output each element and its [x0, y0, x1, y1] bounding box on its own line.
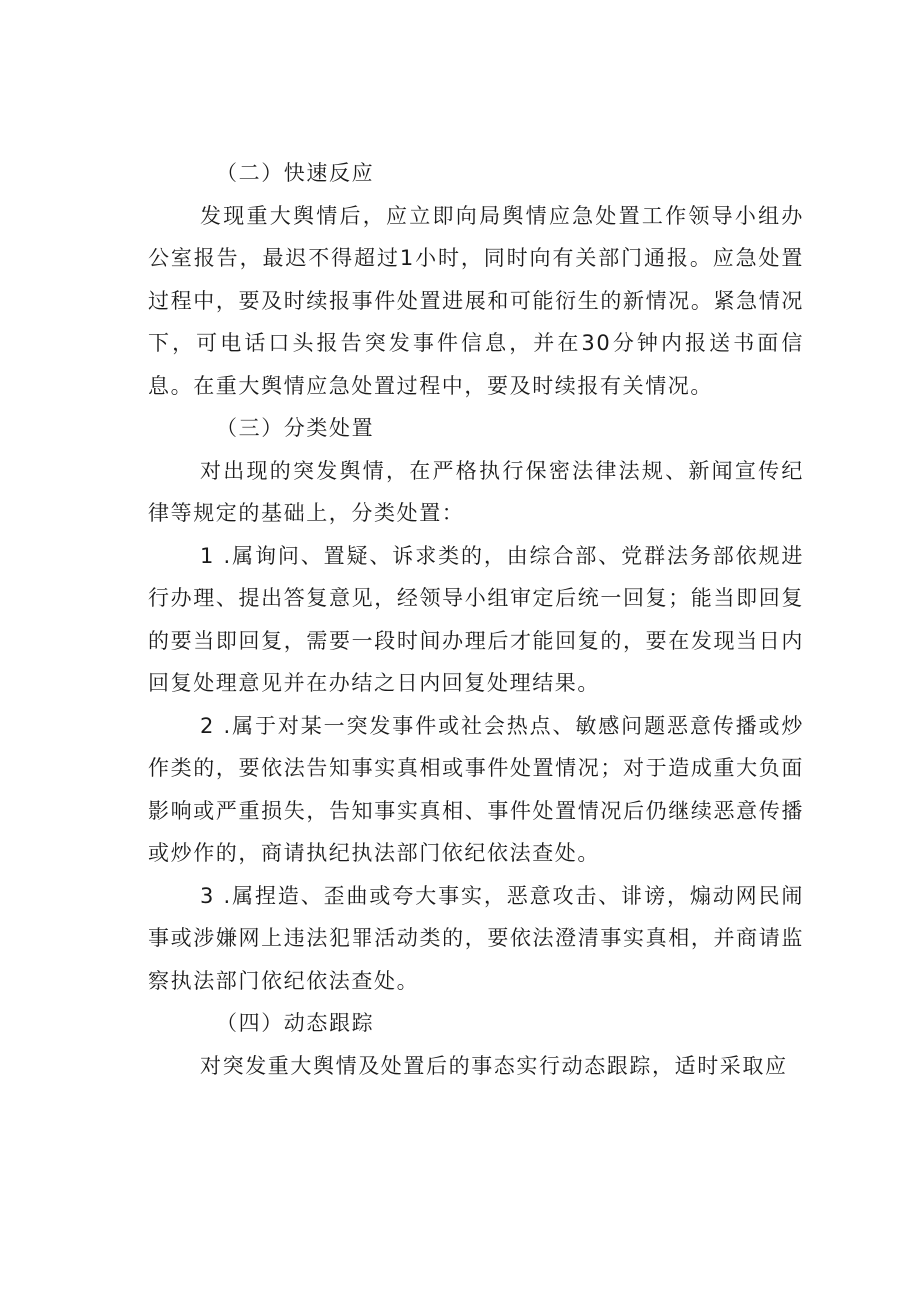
section-heading-dynamic-tracking: （四）动态跟踪: [216, 1011, 375, 1035]
paragraph-quick-response: 发现重大舆情后，应立即向局舆情应急处置工作领导小组办公室报告，最迟不得超过1小时，同时向有关部门通报。应急处置过程中，要及时续报事件处置进展和可能衍生的新情况。紧急情况下，可电话口头报告突发事件信息，并在30分钟内报送书面信息。在重大舆情应急处置过程中，要及时续报有关情况。: [148, 203, 804, 398]
document-page: [148, 152, 804, 1087]
list-item-3: 3 .属捏造、歪曲或夸大事实，恶意攻击、诽谤，煽动网民闹事或涉嫌网上违法犯罪活动类的，要依法澄清事实真相，并商请监察执法部门依纪依法查处。: [148, 883, 804, 993]
list-item-2: 2 .属于对某一突发事件或社会热点、敏感问题恶意传播或炒作类的，要依法告知事实真相或事件处置情况；对于造成重大负面影响或严重损失，告知事实真相、事件处置情况后仍继续恶意传播或炒作的，商请执纪执法部门依纪依法查处。: [148, 713, 804, 865]
list-item-1: 1 .属询问、置疑、诉求类的，由综合部、党群法务部依规进行办理、提出答复意见，经领导小组审定后统一回复；能当即回复的要当即回复，需要一段时间办理后才能回复的，要在发现当日内回复处理意见并在办结之日内回复处理结果。: [148, 543, 804, 695]
section-heading-classified-handling: （三）分类处置: [216, 416, 375, 440]
paragraph-classified-intro: 对出现的突发舆情，在严格执行保密法律法规、新闻宣传纪律等规定的基础上，分类处置：: [148, 458, 804, 525]
section-heading-quick-response: （二）快速反应: [216, 161, 375, 185]
paragraph-dynamic-tracking: 对突发重大舆情及处置后的事态实行动态跟踪，适时采取应: [200, 1053, 788, 1078]
